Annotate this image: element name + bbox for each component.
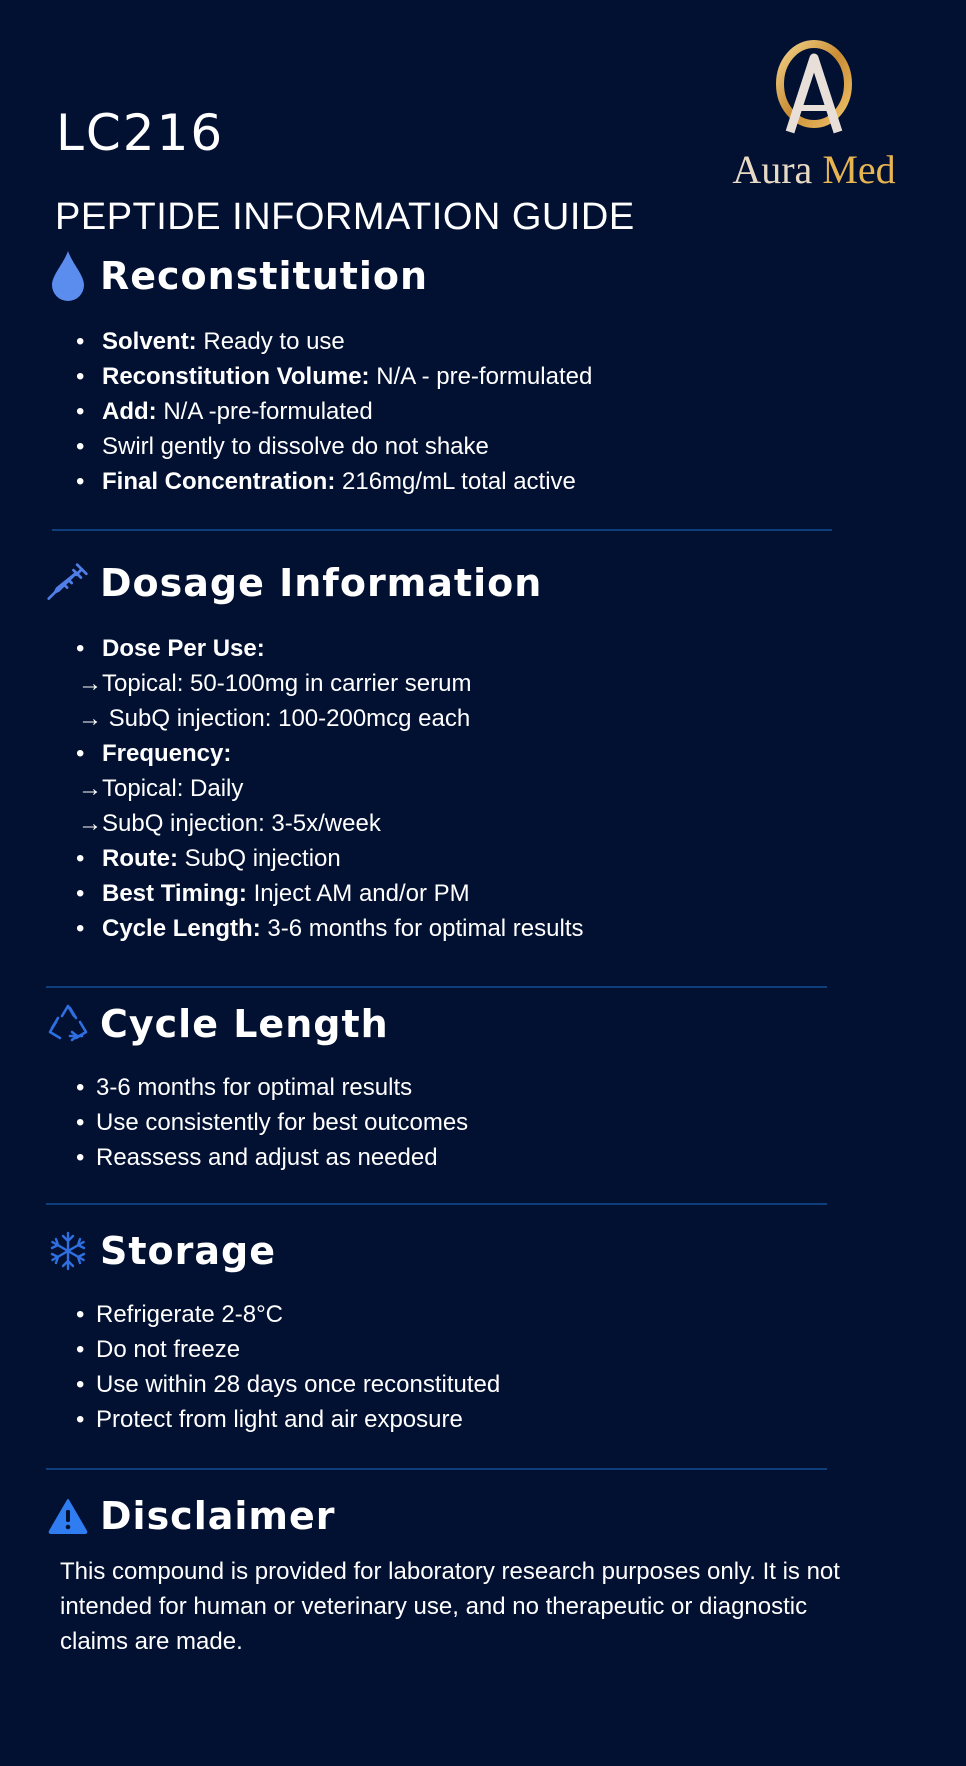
section-title-dosage: Dosage Information: [100, 561, 543, 605]
divider: [46, 1468, 827, 1470]
list-item: →SubQ injection: 3-5x/week: [78, 810, 381, 837]
reconstitution-section: [46, 248, 846, 499]
snowflake-icon: [46, 1225, 90, 1277]
list-item: →Topical: Daily: [78, 775, 244, 802]
dosage-section: [46, 555, 846, 946]
divider: [46, 986, 827, 988]
disclaimer-text: This compound is provided for laboratory research purposes only. It is not intended for human or veterinary use, and no therapeutic or diagnostic claims are made.: [60, 1558, 840, 1655]
list-item: → SubQ injection: 100-200mcg each: [78, 705, 471, 732]
storage-list: [46, 1297, 846, 1437]
list-item: • Route: SubQ injection: [46, 841, 846, 876]
list-item: • Swirl gently to dissolve do not shake: [46, 429, 846, 464]
list-item: • Do not freeze: [46, 1332, 846, 1367]
recycle-icon: [46, 998, 90, 1050]
page-subtitle: PEPTIDE INFORMATION GUIDE: [55, 196, 635, 238]
list-item: • Best Timing: Inject AM and/or PM: [46, 876, 846, 911]
section-title-storage: Storage: [100, 1229, 276, 1273]
brand-logo: [714, 36, 914, 196]
divider: [46, 1203, 827, 1205]
list-item: • Use within 28 days once reconstituted: [46, 1367, 846, 1402]
syringe-icon: [46, 557, 90, 609]
storage-section: [46, 1223, 846, 1437]
list-item: • Cycle Length: 3-6 months for optimal results: [46, 911, 846, 946]
list-item: • Add: N/A -pre-formulated: [46, 394, 846, 429]
list-item: • Final Concentration: 216mg/mL total active: [46, 464, 846, 499]
reconstitution-list: [46, 324, 846, 499]
section-title-disclaimer: Disclaimer: [100, 1494, 336, 1538]
list-item: • Reassess and adjust as needed: [46, 1140, 846, 1175]
list-item: • Use consistently for best outcomes: [46, 1105, 846, 1140]
list-item: • Dose Per Use:: [46, 631, 846, 666]
list-item: • Refrigerate 2-8°C: [46, 1297, 846, 1332]
cycle-section: [46, 996, 846, 1175]
cycle-list: [46, 1070, 846, 1175]
list-item: →Topical: 50-100mg in carrier serum: [78, 670, 472, 697]
section-title-cycle: Cycle Length: [100, 1002, 389, 1046]
brand-mark-icon: [714, 36, 914, 146]
disclaimer-section: [46, 1488, 846, 1659]
list-item: • Frequency:: [46, 736, 846, 771]
droplet-icon: [46, 250, 90, 302]
warning-icon: [46, 1490, 90, 1542]
product-title: LC216: [56, 104, 225, 162]
list-item: • Solvent: Ready to use: [46, 324, 846, 359]
list-item: • 3-6 months for optimal results: [46, 1070, 846, 1105]
logo-med-text: Med: [822, 147, 896, 192]
divider: [52, 529, 832, 531]
dosage-list: [46, 631, 846, 946]
list-item: • Reconstitution Volume: N/A - pre-formulated: [46, 359, 846, 394]
logo-aura-text: Aura: [732, 147, 813, 192]
list-item: • Protect from light and air exposure: [46, 1402, 846, 1437]
section-title-reconstitution: Reconstitution: [100, 254, 429, 298]
